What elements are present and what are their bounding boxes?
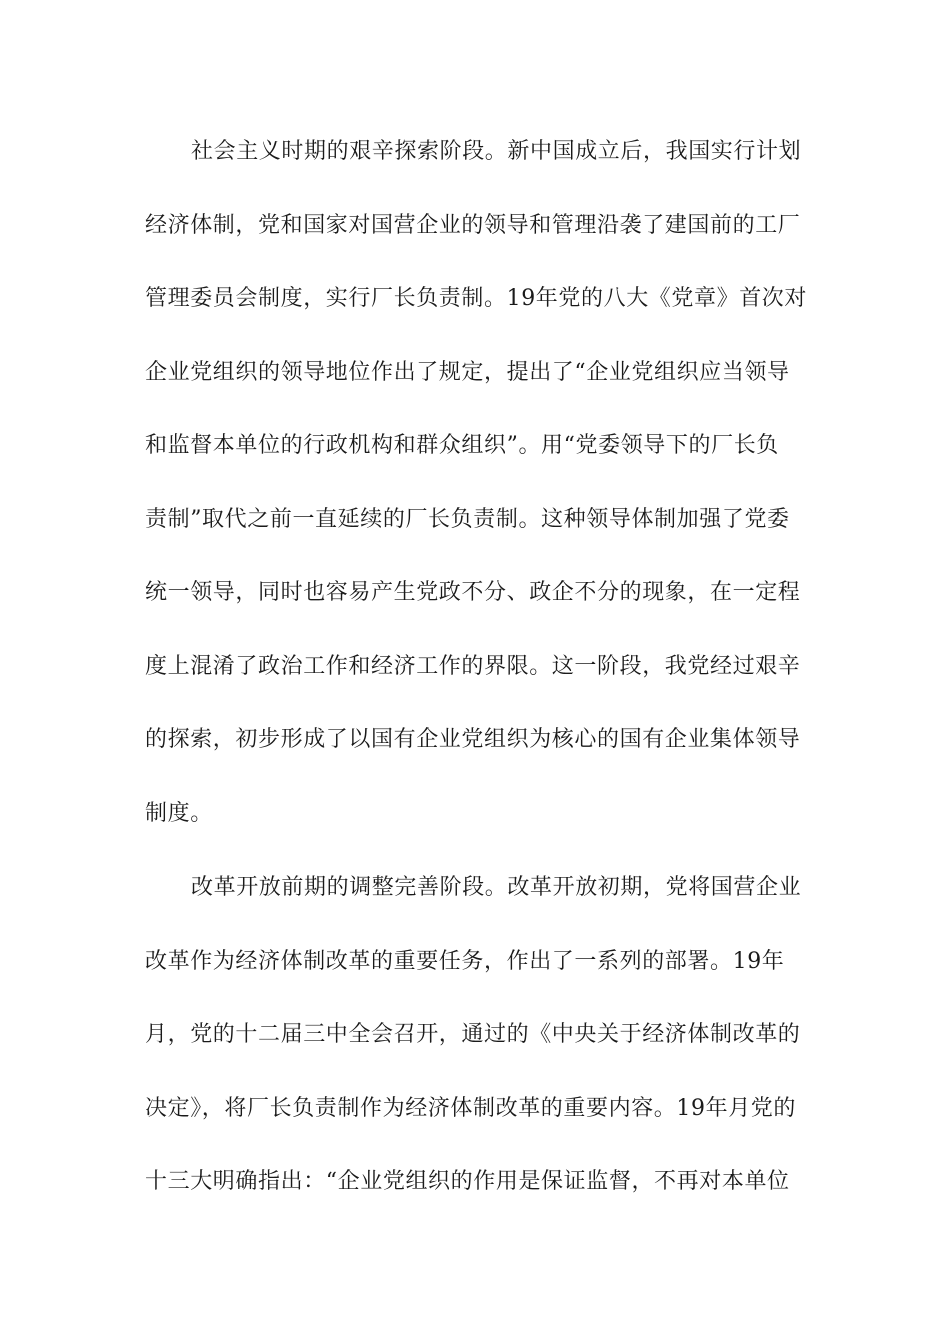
- paragraph-line: 改革开放前期的调整完善阶段。改革开放初期，党将国营企业: [191, 875, 802, 900]
- paragraph-line: 十三大明确指出：“企业党组织的作用是保证监督，不再对本单位: [145, 1169, 790, 1194]
- paragraph-line: 改革作为经济体制改革的重要任务，作出了一系列的部署。19年: [145, 948, 785, 974]
- paragraph-line: 制度。: [145, 800, 213, 826]
- paragraph-line: 和监督本单位的行政机构和群众组织”。用“党委领导下的厂长负: [145, 433, 779, 458]
- paragraph-line: 月，党的十二届三中全会召开，通过的《中央关于经济体制改革的: [145, 1022, 801, 1047]
- paragraph-1: [145, 115, 807, 850]
- paragraph-line: 经济体制，党和国家对国营企业的领导和管理沿袭了建国前的工厂: [145, 212, 801, 238]
- paragraph-line: 企业党组织的领导地位作出了规定，提出了“企业党组织应当领导: [145, 359, 790, 385]
- paragraph-line: 责制”取代之前一直延续的厂长负责制。这种领导体制加强了党委: [145, 506, 790, 532]
- paragraph-line: 统一领导，同时也容易产生党政不分、政企不分的现象，在一定程: [145, 580, 801, 605]
- paragraph-line: 的探索，初步形成了以国有企业党组织为核心的国有企业集体领导: [145, 727, 801, 752]
- paragraph-line: 社会主义时期的艰辛探索阶段。新中国成立后，我国实行计划: [191, 139, 802, 164]
- paragraph-line: 度上混淆了政治工作和经济工作的界限。这一阶段，我党经过艰辛: [145, 653, 801, 679]
- paragraph-line: 决定》，将厂长负责制作为经济体制改革的重要内容。19年月党的: [145, 1095, 796, 1121]
- paragraph-line: 管理委员会制度，实行厂长负责制。19年党的八大《党章》首次对: [145, 286, 807, 311]
- paragraph-2: [145, 851, 802, 1219]
